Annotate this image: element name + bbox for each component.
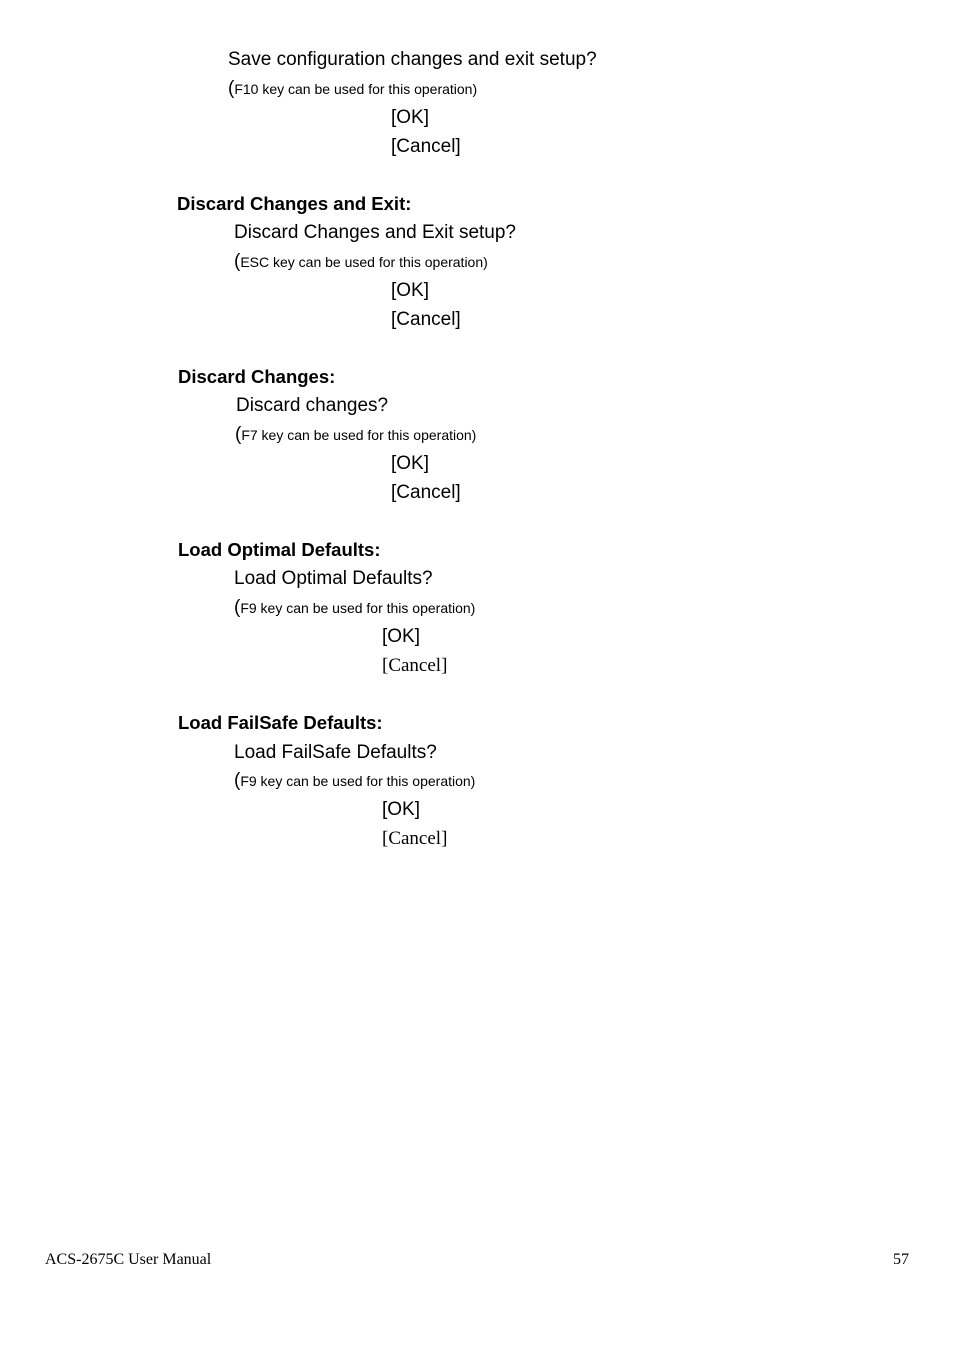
load-optimal-cancel-option: [Cancel] — [382, 655, 448, 676]
hint-text: F9 key can be used for this operation) — [240, 600, 476, 616]
load-failsafe-cancel-option: [Cancel] — [382, 828, 448, 849]
discard-exit-cancel-option: [Cancel] — [391, 309, 461, 330]
footer-manual-title: ACS-2675C User Manual — [45, 1251, 212, 1268]
hint-text: F10 key can be used for this operation) — [234, 81, 478, 97]
save-exit-ok-option: [OK] — [391, 107, 430, 128]
load-optimal-hint — [234, 598, 475, 617]
save-exit-hint — [228, 79, 477, 98]
load-failsafe-heading: Load FailSafe Defaults: — [178, 712, 383, 733]
hint-text: ESC key can be used for this operation) — [240, 254, 488, 270]
save-exit-cancel-option: [Cancel] — [391, 136, 461, 157]
hint-text: F9 key can be used for this operation) — [240, 773, 476, 789]
hint-text: F7 key can be used for this operation) — [241, 427, 477, 443]
discard-exit-hint — [234, 252, 488, 271]
load-failsafe-ok-option: [OK] — [382, 799, 421, 820]
load-optimal-ok-option: [OK] — [382, 626, 421, 647]
hint-paren: ( — [234, 597, 241, 618]
discard-changes-heading: Discard Changes: — [178, 366, 336, 387]
hint-paren: ( — [228, 78, 235, 99]
load-optimal-heading: Load Optimal Defaults: — [178, 539, 381, 560]
footer-page-number: 57 — [893, 1251, 909, 1268]
hint-paren: ( — [235, 424, 242, 445]
load-optimal-prompt: Load Optimal Defaults? — [234, 568, 433, 589]
discard-changes-cancel-option: [Cancel] — [391, 482, 461, 503]
save-exit-prompt: Save configuration changes and exit setup? — [228, 49, 597, 70]
discard-changes-hint — [235, 425, 476, 444]
load-failsafe-prompt: Load FailSafe Defaults? — [234, 742, 437, 763]
load-failsafe-hint — [234, 771, 475, 790]
discard-changes-prompt: Discard changes? — [236, 395, 389, 416]
discard-exit-ok-option: [OK] — [391, 280, 430, 301]
hint-paren: ( — [234, 251, 241, 272]
discard-changes-ok-option: [OK] — [391, 453, 430, 474]
discard-exit-prompt: Discard Changes and Exit setup? — [234, 222, 516, 243]
discard-exit-heading: Discard Changes and Exit: — [177, 193, 412, 214]
hint-paren: ( — [234, 770, 241, 791]
